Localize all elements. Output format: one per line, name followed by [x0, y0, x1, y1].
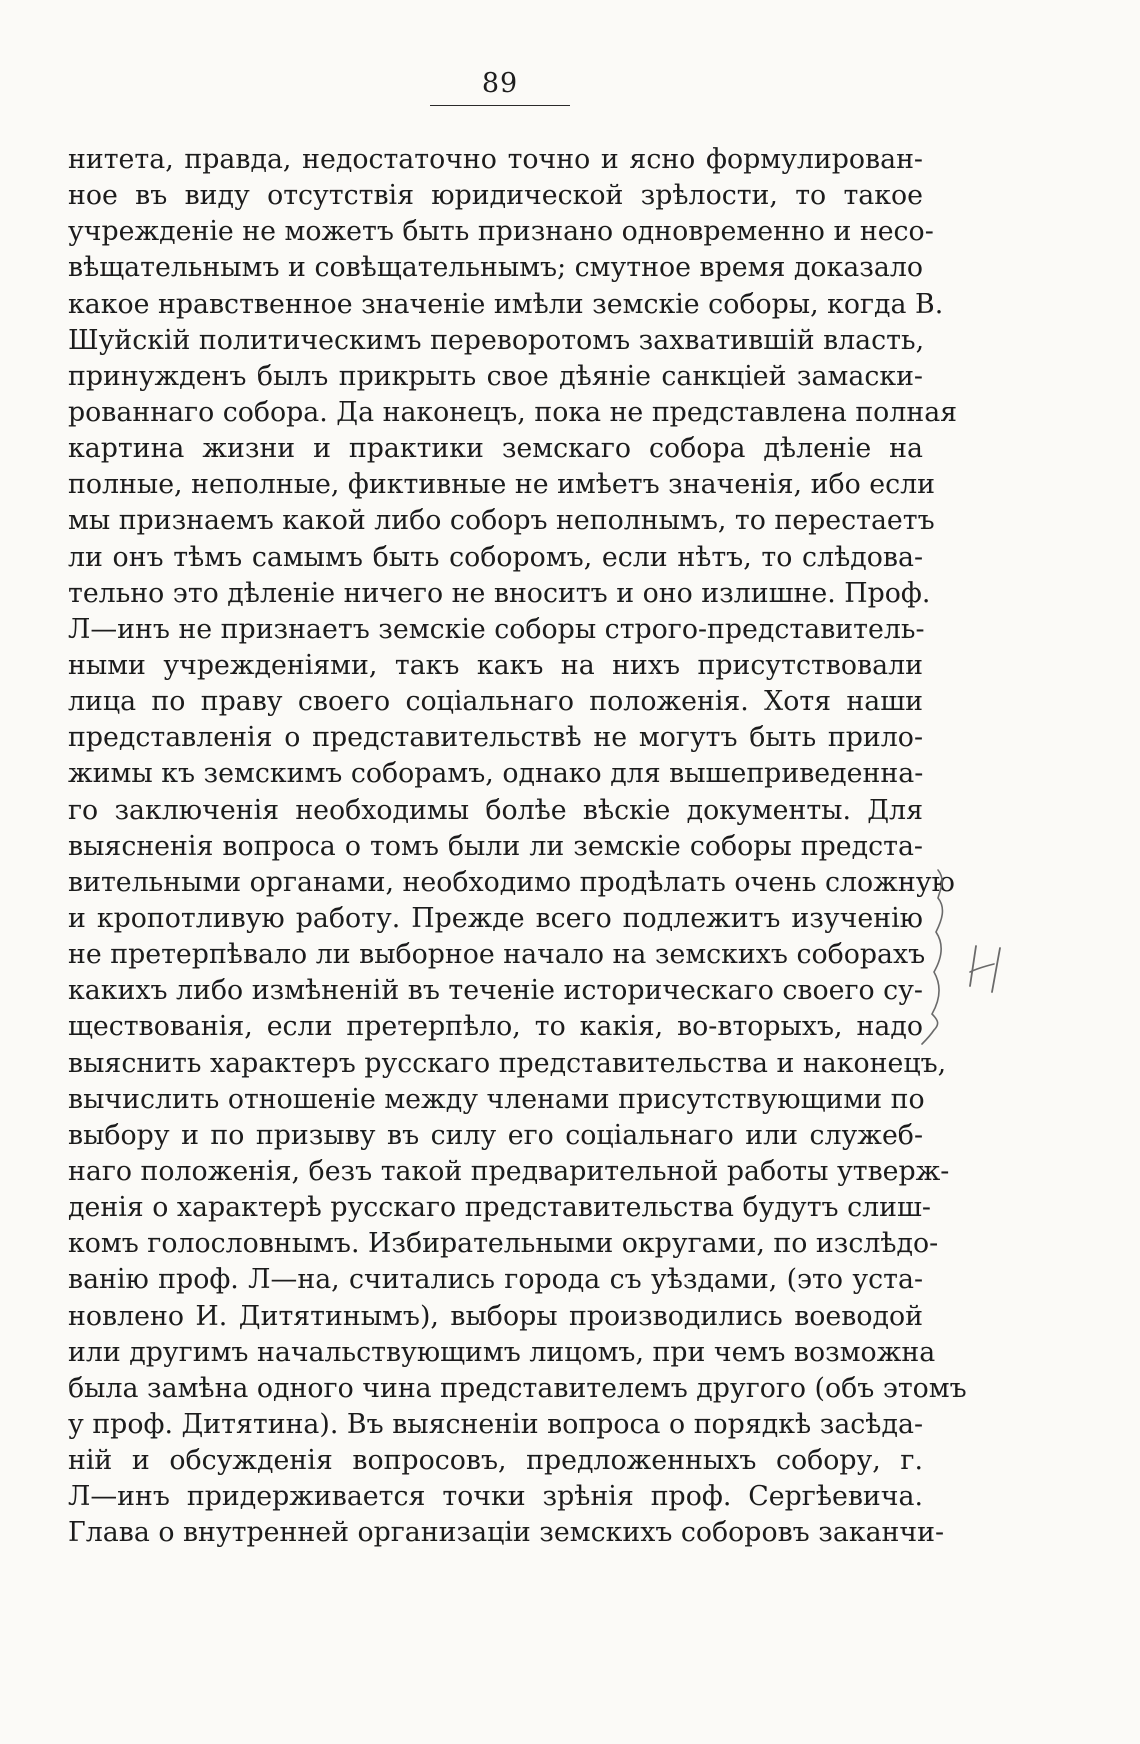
text-line: комъ голословнымъ. Избирательными округами, по изслѣдо-	[68, 1228, 939, 1260]
text-line: новлено И. Дитятинымъ), выборы производились воеводой	[68, 1300, 923, 1332]
text-line: нитета, правда, недостаточно точно и ясно формулирован-	[68, 144, 923, 175]
page-number: 89	[481, 68, 519, 99]
text-line: какихъ либо измѣненій въ теченіе историческаго своего су-	[68, 975, 923, 1007]
text-line: ванію проф. Л—на, считались города съ уѣздами, (это уста-	[68, 1264, 923, 1296]
text-line: выбору и по призыву въ силу его соціальнаго или служеб-	[68, 1119, 923, 1151]
text-line: рованнаго собора. Да наконецъ, пока не представлена полная	[68, 396, 958, 428]
text-line: ными учрежденіями, такъ какъ на нихъ присутствовали	[68, 649, 923, 681]
text-line: вѣщательнымъ и совѣщательнымъ; смутное время доказало	[68, 252, 923, 284]
text-line: вительными органами, необходимо продѣлать очень сложную	[68, 866, 955, 898]
text-line: учрежденіе не можетъ быть признано одновременно и несо-	[68, 216, 934, 248]
text-line: жимы къ земскимъ соборамъ, однако для вышеприведенна-	[68, 758, 924, 790]
text-line: денія о характерѣ русскаго представительства будутъ слиш-	[68, 1192, 931, 1224]
text-line: картина жизни и практики земскаго собора дѣленіе на	[68, 433, 923, 465]
text-line: Л—инъ придерживается точки зрѣнія проф. Сергѣевича.	[68, 1481, 923, 1513]
text-line: полные, неполные, фиктивные не имѣетъ значенія, ибо если	[68, 469, 935, 501]
text-line: у проф. Дитятина). Въ выясненіи вопроса о порядкѣ засѣда-	[68, 1408, 923, 1440]
text-line: вычислить отношеніе между членами присутствующими по	[68, 1083, 925, 1115]
text-line: го заключенія необходимы болѣе вѣскіе документы. Для	[68, 794, 923, 826]
text-line: выяснить характеръ русскаго представительства и наконецъ,	[68, 1047, 947, 1079]
text-line: Шуйскій политическимъ переворотомъ захватившій власть,	[68, 324, 925, 356]
body-text	[68, 142, 967, 1551]
text-line: мы признаемъ какой либо соборъ неполнымъ, то перестаетъ	[68, 505, 935, 537]
text-line: была замѣна одного чина представителемъ другого (объ этомъ	[68, 1372, 967, 1404]
text-line: выясненія вопроса о томъ были ли земскіе соборы предста-	[68, 830, 923, 862]
text-line: ли онъ тѣмъ самымъ быть соборомъ, если нѣтъ, то слѣдова-	[68, 541, 923, 573]
text-line: ное въ виду отсутствія юридической зрѣлости, то такое	[68, 180, 923, 212]
text-line: лица по праву своего соціальнаго положенія. Хотя наши	[68, 686, 923, 718]
text-line: и кропотливую работу. Прежде всего подлежитъ изученію	[68, 902, 923, 934]
text-line: Л—инъ не признаетъ земскіе соборы строго-представитель-	[68, 613, 925, 645]
text-line: представленія о представительствѣ не могутъ быть прило-	[68, 722, 923, 754]
text-line: или другимъ начальствующимъ лицомъ, при чемъ возможна	[68, 1336, 936, 1368]
text-line: ществованія, если претерпѣло, то какія, во-вторыхъ, надо	[68, 1011, 923, 1043]
text-line: какое нравственное значеніе имѣли земскіе соборы, когда В.	[68, 288, 944, 320]
page-number-rule	[430, 105, 570, 106]
text-line: тельно это дѣленіе ничего не вноситъ и оно излишне. Проф.	[68, 577, 931, 609]
text-line: Глава о внутренней организаціи земскихъ соборовъ заканчи-	[68, 1517, 945, 1549]
text-line: наго положенія, безъ такой предварительной работы утверж-	[68, 1155, 950, 1187]
text-line: ній и обсужденія вопросовъ, предложенныхъ собору, г.	[68, 1445, 923, 1477]
pencil-margin-bracket-mark	[920, 868, 1010, 1078]
text-line: не претерпѣвало ли выборное начало на земскихъ соборахъ	[68, 939, 926, 971]
text-line: принужденъ былъ прикрыть свое дѣяніе санкціей замаски-	[68, 360, 923, 392]
